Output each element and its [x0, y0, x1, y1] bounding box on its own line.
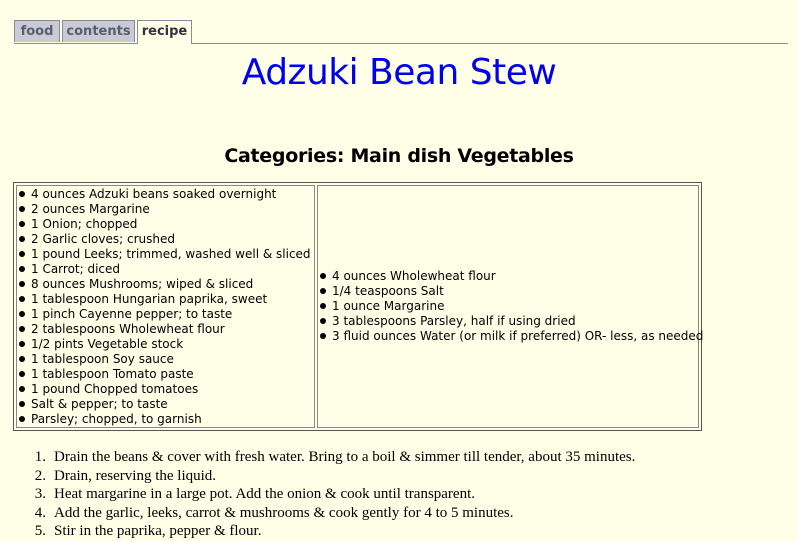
instruction-step: 2. Drain, reserving the liquid. — [34, 467, 217, 484]
bullet-icon — [19, 356, 25, 362]
tab-recipe[interactable]: recipe — [137, 20, 192, 44]
ingredients-table — [13, 182, 702, 431]
bullet-icon — [320, 303, 326, 309]
bullet-icon — [320, 333, 326, 339]
ingredients-column-left — [16, 185, 315, 428]
ingredient-item: 4 ounces Adzuki beans soaked overnight — [17, 187, 314, 202]
ingredient-item: 2 ounces Margarine — [17, 202, 314, 217]
bullet-icon — [320, 288, 326, 294]
ingredient-item: 1/4 teaspoons Salt — [318, 284, 698, 299]
instruction-step: 5. Stir in the paprika, pepper & flour. — [34, 523, 262, 539]
tab-contents[interactable]: contents — [62, 20, 135, 42]
ingredient-item: 1 pound Leeks; trimmed, washed well & sliced — [17, 247, 314, 262]
instruction-step: 1. Drain the beans & cover with fresh water. Bring to a boil & simmer till tender, about 35 minutes. — [34, 449, 636, 465]
ingredient-item: 2 tablespoons Wholewheat flour — [17, 322, 314, 337]
instruction-step: 4. Add the garlic, leeks, carrot & mushrooms & cook gently for 4 to 5 minutes. — [34, 504, 514, 521]
tab-food[interactable]: food — [14, 20, 60, 42]
ingredient-item: 1/2 pints Vegetable stock — [17, 337, 314, 352]
instructions-list — [0, 448, 635, 541]
recipe-categories: Categories: Main dish Vegetables — [224, 145, 574, 167]
bullet-icon — [19, 191, 25, 197]
ingredient-item: 1 tablespoon Soy sauce — [17, 352, 314, 367]
ingredient-item: 1 tablespoon Tomato paste — [17, 367, 314, 382]
bullet-icon — [19, 266, 25, 272]
ingredient-item: 1 Onion; chopped — [17, 217, 314, 232]
bullet-icon — [19, 416, 25, 422]
bullet-icon — [19, 371, 25, 377]
ingredient-item: 2 Garlic cloves; crushed — [17, 232, 314, 247]
ingredient-item: 4 ounces Wholewheat flour — [318, 269, 698, 284]
ingredient-item: 1 tablespoon Hungarian paprika, sweet — [17, 292, 314, 307]
instruction-step: 3. Heat margarine in a large pot. Add the onion & cook until transparent. — [34, 486, 476, 502]
bullet-icon — [320, 318, 326, 324]
bullet-icon — [19, 386, 25, 392]
bullet-icon — [19, 281, 25, 287]
bullet-icon — [320, 273, 326, 279]
bullet-icon — [19, 311, 25, 317]
ingredients-column-right — [317, 185, 704, 428]
ingredient-item: 3 tablespoons Parsley, half if using dried — [318, 314, 698, 329]
bullet-icon — [19, 326, 25, 332]
ingredient-item: 8 ounces Mushrooms; wiped & sliced — [17, 277, 314, 292]
ingredient-item: 1 pinch Cayenne pepper; to taste — [17, 307, 314, 322]
bullet-icon — [19, 401, 25, 407]
ingredient-item: 1 pound Chopped tomatoes — [17, 382, 314, 397]
ingredient-item: Parsley; chopped, to garnish — [17, 412, 314, 427]
tab-bar — [14, 19, 788, 44]
bullet-icon — [19, 251, 25, 257]
ingredient-item: 1 Carrot; diced — [17, 262, 314, 277]
ingredient-item: 1 ounce Margarine — [318, 299, 698, 314]
ingredient-item: Salt & pepper; to taste — [17, 397, 314, 412]
bullet-icon — [19, 296, 25, 302]
bullet-icon — [19, 206, 25, 212]
bullet-icon — [19, 236, 25, 242]
page-title: Adzuki Bean Stew — [241, 52, 557, 93]
bullet-icon — [19, 341, 25, 347]
bullet-icon — [19, 221, 25, 227]
ingredient-item: 3 fluid ounces Water (or milk if preferred) OR- less, as needed — [318, 329, 698, 344]
